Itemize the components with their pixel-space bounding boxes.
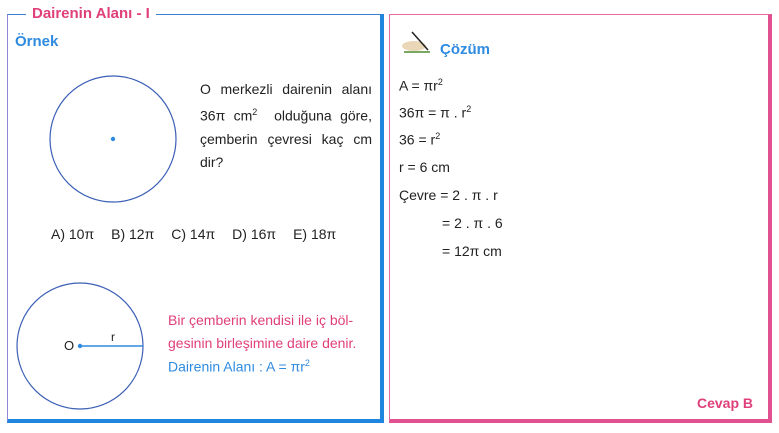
question-text (200, 78, 372, 174)
center-label: O (64, 338, 75, 353)
solution-step: $36 = r^2$ (399, 131, 441, 148)
answer-choices (51, 226, 336, 242)
solution-step: r = 6 cm (399, 159, 450, 175)
center-point (111, 137, 115, 141)
choice-e: E) 18π (293, 226, 337, 242)
solution-step: = 2 . π . 6 (442, 215, 503, 231)
definition-text (168, 309, 356, 355)
formula-text: Dairenin Alanı : A = πr (168, 358, 305, 375)
center-point-o (78, 344, 82, 348)
question-line: dir? (200, 153, 224, 170)
solution-step: 36π = π . $r^2$ (399, 104, 472, 121)
answer-label: Cevap B (697, 395, 754, 411)
choice-c: C) 14π (171, 226, 216, 242)
choice-d: D) 16π (232, 226, 277, 242)
exponent: 2 (304, 358, 310, 368)
solution-step: $A = \pi r^2$ (399, 77, 443, 94)
area-formula (168, 358, 310, 375)
definition-line: gesinin birleşimine daire denir. (168, 335, 357, 351)
choice-a: A) 10π (51, 226, 95, 242)
definition-line: Bir çemberin kendisi ile iç böl- (168, 312, 354, 328)
choice-b: B) 12π (111, 226, 155, 242)
radius-label: r (111, 330, 115, 344)
question-line: O merkezli dairenin alanı (200, 81, 372, 97)
solution-step: Çevre = 2 . π . r (399, 187, 498, 203)
solution-title: Çözüm (440, 41, 490, 58)
question-line: çemberin çevresi kaç cm (200, 130, 372, 147)
question-line: olduğuna göre, (274, 107, 372, 124)
exponent: 2 (252, 107, 258, 117)
example-label: Örnek (15, 33, 59, 50)
section-title: Dairenin Alanı - I (26, 5, 156, 22)
area-value: 36π cm (200, 107, 253, 124)
writing-hand-icon (400, 30, 434, 56)
solution-step: = 12π cm (442, 243, 502, 259)
